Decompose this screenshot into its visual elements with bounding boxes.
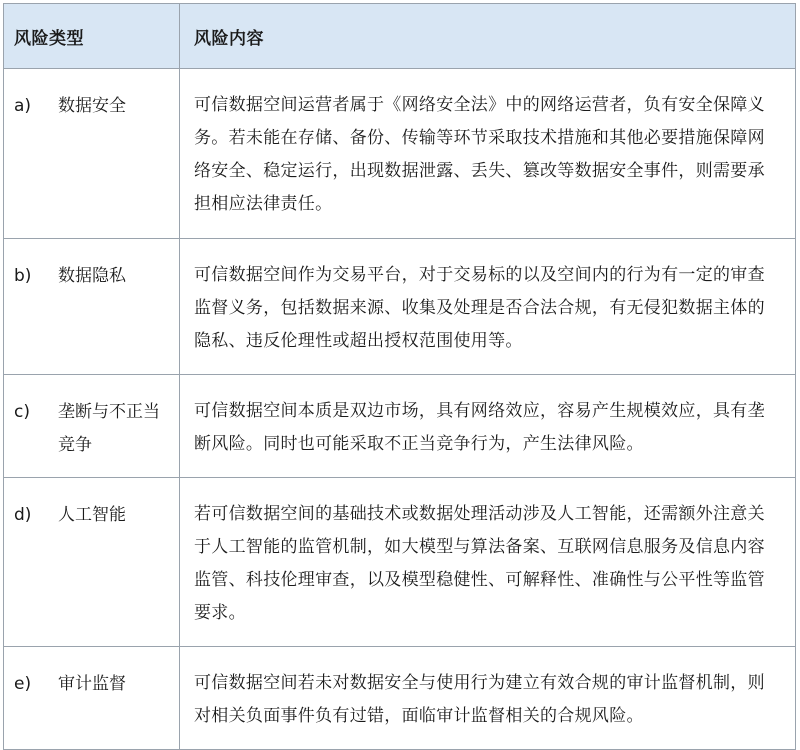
risk-type-name: 人工智能 xyxy=(58,505,126,525)
table-row xyxy=(4,647,796,750)
risk-content: 可信数据空间运营者属于《网络安全法》中的网络运营者，负有安全保障义务。若未能在存储、备份、传输等环节采取技术措施和其他必要措施保障网络安全、稳定运行，出现数据泄露、丢失、篡改等数据安全事件，则需要承担相应法律责任。 xyxy=(180,69,796,239)
header-risk-type: 风险类型 xyxy=(4,4,180,69)
header-risk-content: 风险内容 xyxy=(180,4,796,69)
risk-type-cell xyxy=(4,647,180,750)
risk-content: 可信数据空间若未对数据安全与使用行为建立有效合规的审计监督机制，则对相关负面事件负有过错，面临审计监督相关的合规风险。 xyxy=(180,647,796,750)
row-index: b) xyxy=(14,266,32,286)
row-index: a) xyxy=(14,96,32,116)
risk-type-cell xyxy=(4,478,180,647)
risk-type-cell xyxy=(4,239,180,375)
table-row xyxy=(4,478,796,647)
table-row xyxy=(4,239,796,375)
risk-type-name: 审计监督 xyxy=(58,674,126,694)
table-header-row xyxy=(4,4,796,69)
risk-content: 可信数据空间本质是双边市场，具有网络效应，容易产生规模效应，具有垄断风险。同时也可能采取不正当竞争行为，产生法律风险。 xyxy=(180,375,796,478)
risk-type-name: 数据隐私 xyxy=(58,266,126,286)
risk-content: 若可信数据空间的基础技术或数据处理活动涉及人工智能，还需额外注意关于人工智能的监管机制，如大模型与算法备案、互联网信息服务及信息内容监管、科技伦理审查，以及模型稳健性、可解释性、准确性与公平性等监管要求。 xyxy=(180,478,796,647)
table-row xyxy=(4,375,796,478)
risk-type-name: 数据安全 xyxy=(58,96,126,116)
row-index: d) xyxy=(14,505,32,525)
risk-type-name: 垄断与不正当竞争 xyxy=(58,402,160,455)
row-index: e) xyxy=(14,674,32,694)
risk-content: 可信数据空间作为交易平台，对于交易标的以及空间内的行为有一定的审查监督义务，包括数据来源、收集及处理是否合法合规，有无侵犯数据主体的隐私、违反伦理性或超出授权范围使用等。 xyxy=(180,239,796,375)
table-row xyxy=(4,69,796,239)
row-index: c) xyxy=(14,402,30,422)
risk-table xyxy=(3,3,796,750)
risk-type-cell xyxy=(4,375,180,478)
risk-type-cell xyxy=(4,69,180,239)
